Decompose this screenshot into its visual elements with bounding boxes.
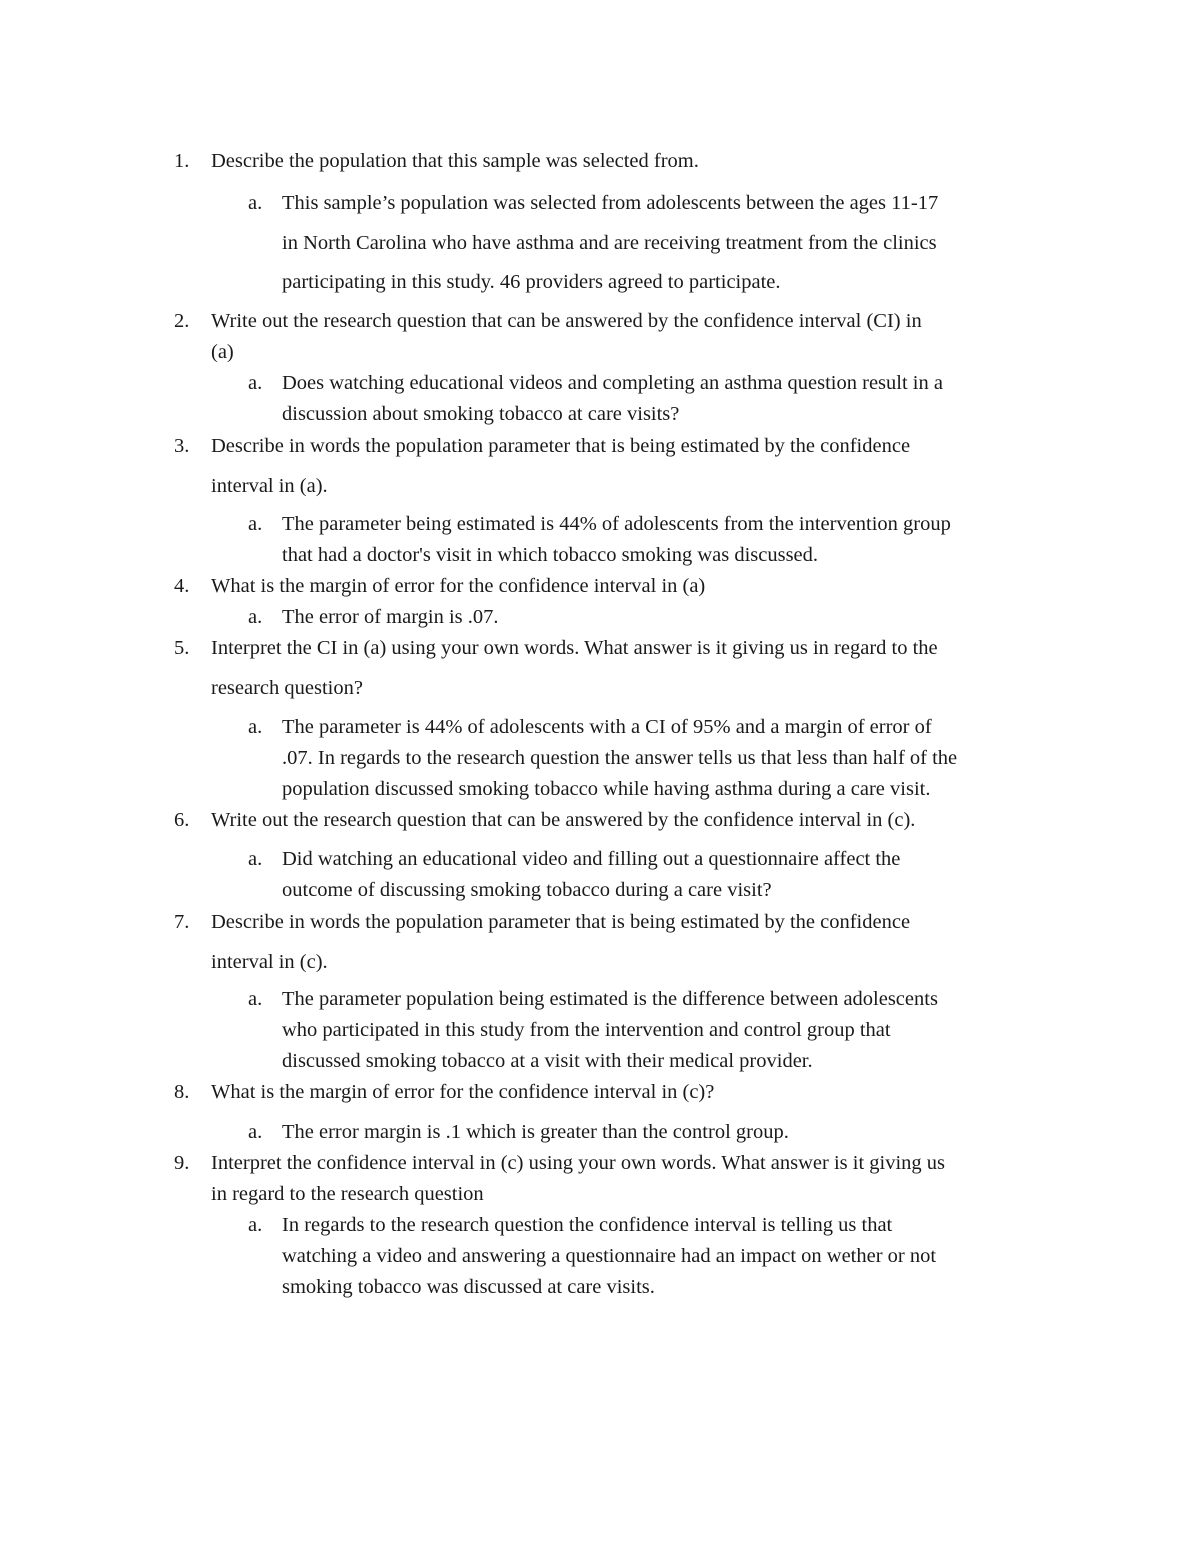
question-2-text: Write out the research question that can be answered by the confidence interval (CI) in (a) (211, 310, 922, 363)
answer-5-text: The parameter is 44% of adolescents with a CI of 95% and a margin of error of .07. In regards to the research question the answer tells us that less than half of the population discussed smoking tobacco while having asthma during a care visit. (282, 716, 958, 800)
question-number-5: 5. (174, 637, 190, 659)
question-7-text: Describe in words the population parameter that is being estimated by the confidence interval in (c). (211, 911, 911, 973)
answer-5-letter: a. (248, 716, 263, 738)
question-number-1: 1. (174, 150, 190, 172)
question-number-4: 4. (174, 575, 190, 597)
question-number-9: 9. (174, 1152, 190, 1174)
question-6-text: Write out the research question that can be answered by the confidence interval in (c). (211, 809, 916, 831)
answer-7-letter: a. (248, 988, 263, 1010)
question-5-text: Interpret the CI in (a) using your own words. What answer is it giving us in regard to the research question? (211, 637, 938, 699)
answer-8-text: The error margin is .1 which is greater than the control group. (282, 1121, 789, 1143)
answer-2-letter: a. (248, 372, 263, 394)
answer-1-letter: a. (248, 192, 263, 214)
answer-8-letter: a. (248, 1121, 263, 1143)
answer-3-letter: a. (248, 513, 263, 535)
answer-3-text: The parameter being estimated is 44% of adolescents from the intervention group that had a doctor's visit in which tobacco smoking was discussed. (282, 513, 951, 566)
answer-1-text: This sample’s population was selected from adolescents between the ages 11-17 in North Carolina who have asthma and are receiving treatment from the clinics participating in this study. 46 providers agreed to participate. (282, 192, 939, 293)
answer-6-letter: a. (248, 848, 263, 870)
answer-9-text: In regards to the research question the confidence interval is telling us that watching a video and answering a questionnaire had an impact on wether or not smoking tobacco was discussed at care visits. (282, 1214, 937, 1298)
question-9-text: Interpret the confidence interval in (c) using your own words. What answer is it giving us in regard to the research question (211, 1152, 946, 1205)
question-number-3: 3. (174, 435, 190, 457)
answer-4-letter: a. (248, 606, 263, 628)
answer-9-letter: a. (248, 1214, 263, 1236)
question-number-8: 8. (174, 1081, 190, 1103)
question-8-text: What is the margin of error for the confidence interval in (c)? (211, 1081, 715, 1103)
answer-7-text: The parameter population being estimated is the difference between adolescents who participated in this study from the intervention and control group that discussed smoking tobacco at a visit with their medical provider. (282, 988, 938, 1072)
question-4-text: What is the margin of error for the confidence interval in (a) (211, 575, 706, 597)
answer-6-text: Did watching an educational video and filling out a questionnaire affect the outcome of discussing smoking tobacco during a care visit? (282, 848, 901, 901)
answer-4-text: The error of margin is .07. (282, 606, 499, 628)
question-1-text: Describe the population that this sample was selected from. (211, 150, 699, 172)
question-number-6: 6. (174, 809, 190, 831)
question-3-text: Describe in words the population parameter that is being estimated by the confidence interval in (a). (211, 435, 911, 497)
question-number-2: 2. (174, 310, 190, 332)
answer-2-text: Does watching educational videos and completing an asthma question result in a discussion about smoking tobacco at care visits? (282, 372, 943, 425)
question-number-7: 7. (174, 911, 190, 933)
